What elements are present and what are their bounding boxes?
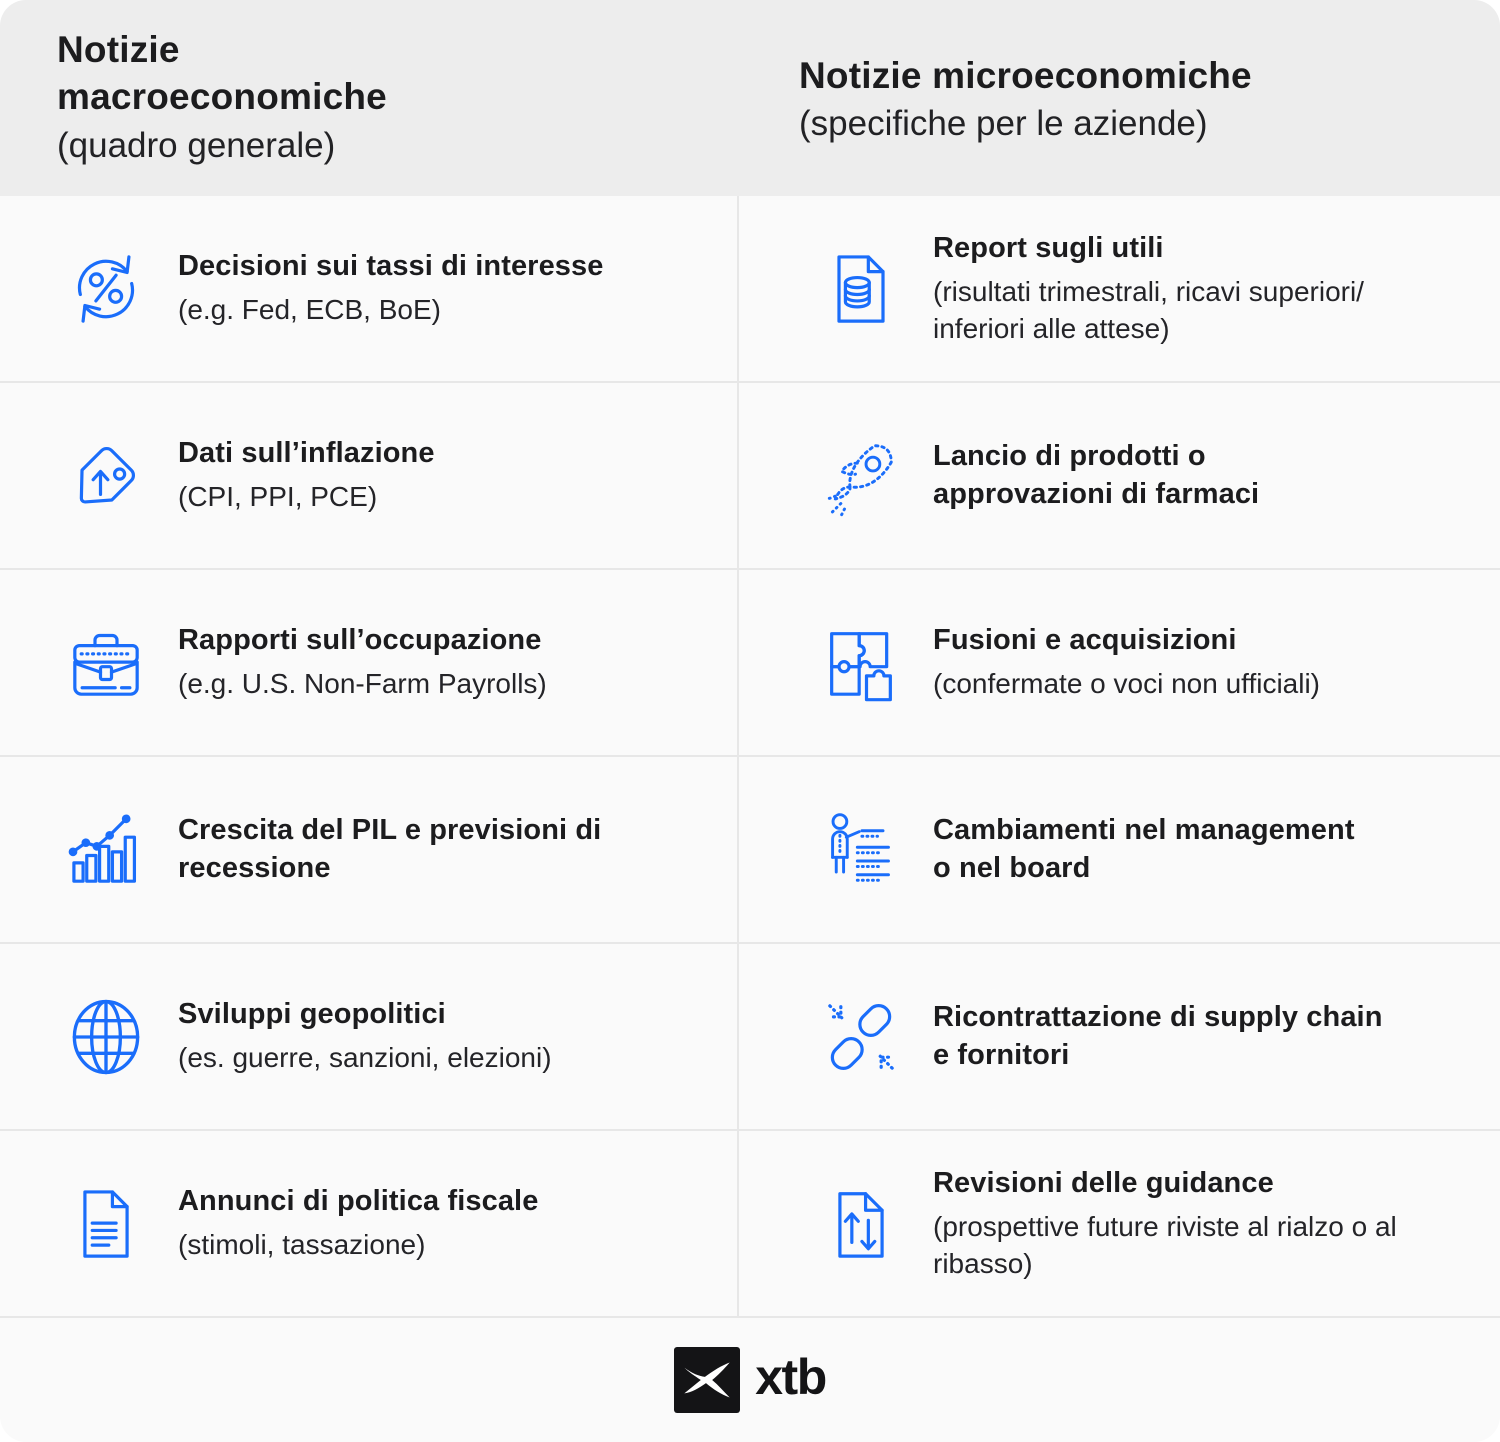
item-title: Ricontrattazione di supply chain e fornitori [933, 1001, 1383, 1071]
cell-mergers-acquisitions [739, 570, 1500, 755]
table-row [0, 1131, 1500, 1318]
header [0, 0, 1500, 196]
rocket-icon [815, 432, 907, 520]
cell-guidance-revisions [739, 1131, 1500, 1316]
item-subtitle: (e.g. U.S. Non-Farm Payrolls) [178, 668, 547, 700]
item-title: Dati sull’inflazione [178, 437, 435, 470]
cell-fiscal-policy [0, 1131, 739, 1316]
item-title: Report sugli utili [933, 232, 1164, 265]
table-row [0, 757, 1500, 944]
item-title: Rapporti sull’occupazione [178, 624, 542, 657]
header-macro-title: Notizie macroeconomiche [57, 29, 387, 118]
table-row [0, 383, 1500, 570]
cell-interest-rates [0, 196, 739, 381]
broken-chain-icon [815, 993, 907, 1081]
header-micro-subtitle: (specifiche per le aziende) [799, 104, 1208, 144]
header-micro-title: Notizie microeconomiche [799, 55, 1252, 96]
document-text-icon [60, 1180, 152, 1268]
header-macro-subtitle: (quadro generale) [57, 125, 336, 165]
footer [0, 1318, 1500, 1442]
item-subtitle: (confermate o voci non ufficiali) [933, 668, 1320, 700]
item-title: Crescita del PIL e previsioni di recessione [178, 814, 602, 884]
item-subtitle: (es. guerre, sanzioni, elezioni) [178, 1042, 552, 1074]
item-title: Fusioni e acquisizioni [933, 624, 1237, 657]
item-title: Sviluppi geopolitici [178, 998, 446, 1031]
header-micro [739, 0, 1500, 196]
earnings-document-icon [815, 245, 907, 333]
table-row [0, 944, 1500, 1131]
item-subtitle: (stimoli, tassazione) [178, 1229, 426, 1261]
table-row [0, 570, 1500, 757]
cell-management-changes [739, 757, 1500, 942]
puzzle-icon [815, 619, 907, 707]
xtb-bird-icon [674, 1347, 740, 1413]
item-title: Cambiamenti nel management o nel board [933, 814, 1355, 884]
cell-inflation-data [0, 383, 739, 568]
price-tag-up-icon [60, 432, 152, 520]
item-title: Lancio di prodotti o approvazioni di farmaci [933, 440, 1260, 510]
cell-supply-chain [739, 944, 1500, 1129]
growth-chart-icon [60, 806, 152, 894]
cell-geopolitical-developments [0, 944, 739, 1129]
item-subtitle: (e.g. Fed, ECB, BoE) [178, 294, 441, 326]
cell-earnings-reports [739, 196, 1500, 381]
item-title: Decisioni sui tassi di interesse [178, 250, 604, 283]
cell-product-launch [739, 383, 1500, 568]
percent-refresh-icon [60, 245, 152, 333]
item-subtitle: (prospettive future riviste al rialzo o al ribasso) [933, 1211, 1397, 1279]
item-title: Annunci di politica fiscale [178, 1185, 539, 1218]
briefcase-icon [60, 619, 152, 707]
person-presenting-icon [815, 806, 907, 894]
table-row [0, 196, 1500, 383]
item-subtitle: (CPI, PPI, PCE) [178, 481, 378, 513]
document-up-down-arrows-icon [815, 1180, 907, 1268]
cell-employment-reports [0, 570, 739, 755]
item-title: Revisioni delle guidance [933, 1167, 1274, 1200]
cell-gdp-growth [0, 757, 739, 942]
xtb-logo-text: xtb [755, 1349, 826, 1405]
item-subtitle: (risultati trimestrali, ricavi superiori/ inferiori alle attese) [933, 276, 1364, 344]
header-macro [0, 0, 739, 196]
globe-icon [60, 990, 152, 1084]
